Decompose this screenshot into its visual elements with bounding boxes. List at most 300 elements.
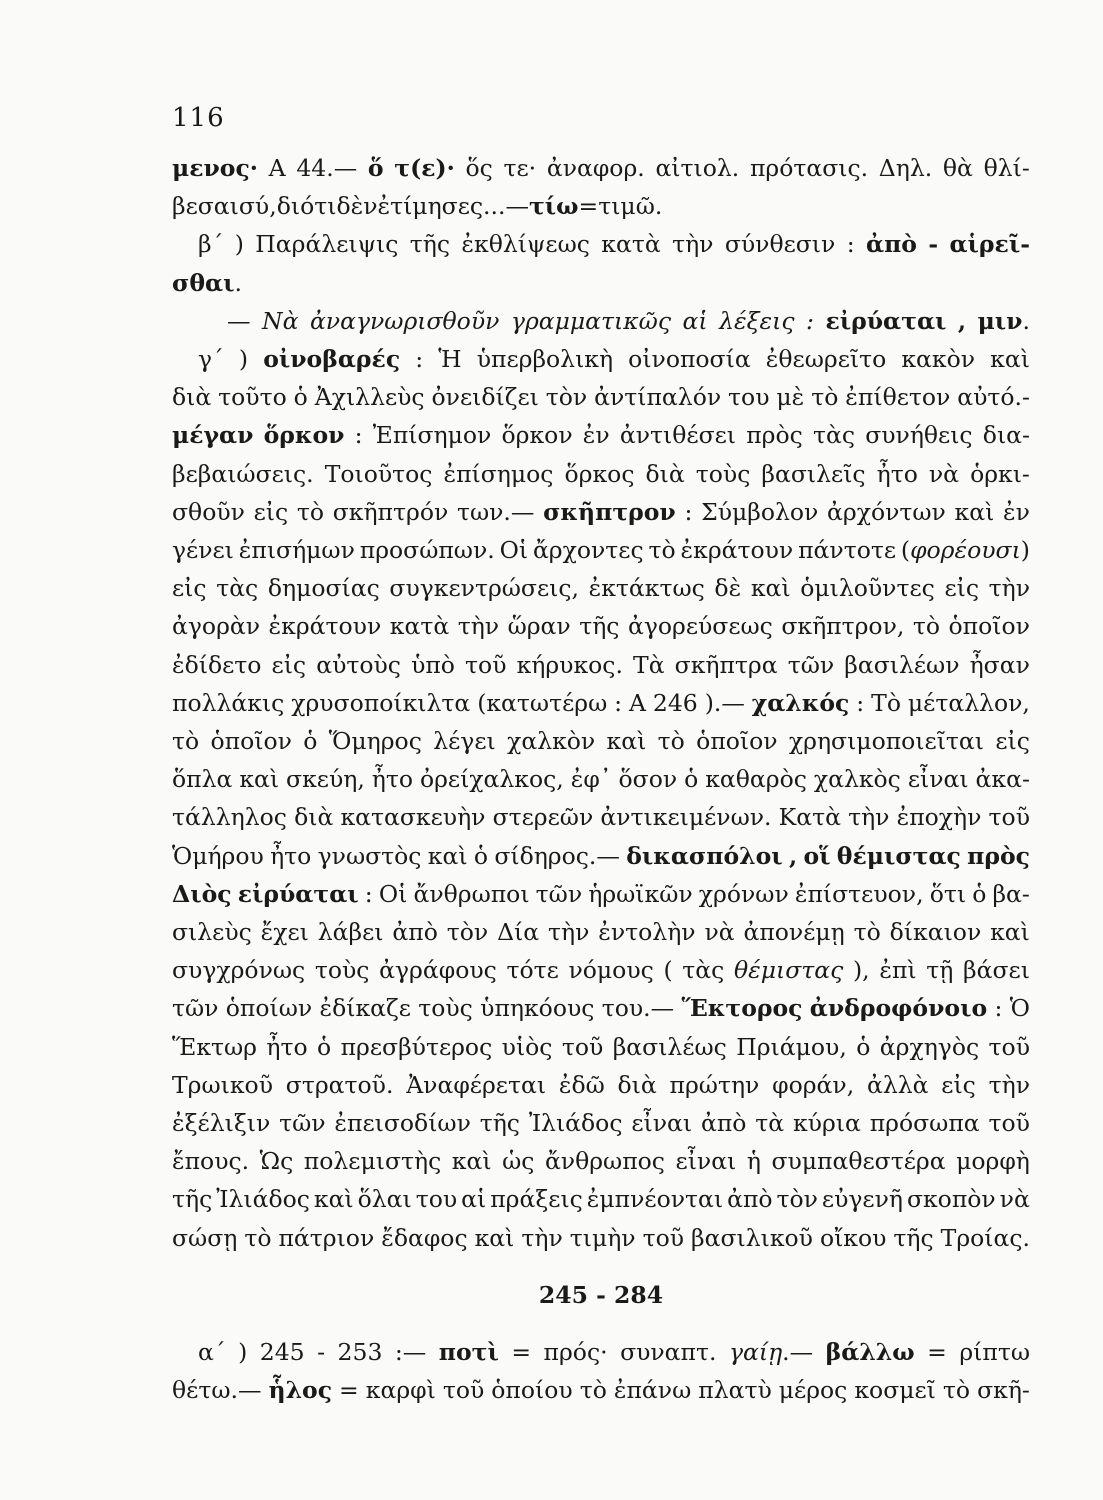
word: καὶ [750,574,791,603]
word: μιν. [977,306,1030,335]
word: ἐντολὴν [598,918,696,946]
word: τῆς [172,1185,213,1214]
word: (φορέουσι) [900,536,1030,564]
word: ἀκα- [975,765,1030,794]
word: τότε [506,956,559,985]
word: 44.— [296,154,358,182]
word: ὁποίου [491,1376,573,1405]
word: πολεμιστὴς [303,1147,442,1176]
word: ἀρχηγὸς [879,1032,980,1061]
word: ὁ [972,879,987,908]
word: ( [663,956,673,985]
word: Τρωικοῦ [172,1070,273,1099]
word: ἀγράφους [379,956,497,985]
text-line [172,1181,1030,1219]
word: τ(ε)· [394,154,455,182]
word: κύρια [792,1109,861,1137]
word: τῇ [926,956,954,985]
text-line [172,608,1030,646]
word: ) [238,1338,248,1366]
word: νόμους [568,956,654,985]
word: τὰς [682,956,725,985]
word: Τὰ [633,650,665,679]
word: βάσει [963,956,1030,985]
text-line [172,990,1030,1028]
word: νὰ [704,918,735,946]
word: πολλάκις [172,688,285,717]
word: καὶ [990,918,1030,946]
word: χαλκὸς [813,765,901,794]
word: ἐπάνω [613,1376,692,1405]
word: δημοσίας [267,574,380,603]
word: ὅ [367,154,384,182]
word: ὁ [293,383,308,412]
word: = [339,1376,359,1405]
word: τοὺς [695,459,751,488]
text-line [172,1143,1030,1181]
word: εἰς [941,1070,976,1099]
word: τοῦ [465,650,507,679]
word: : [614,688,623,717]
word: τὰς [812,421,856,450]
word: ἐπὶ [879,956,917,985]
word: εἰς [253,497,289,526]
word: χρησιμοποιεῖται [788,727,984,755]
text-line [172,761,1030,799]
word: Ὁμήρου [172,841,264,870]
word: χρυσοποίκιλτα [291,688,471,717]
word: τίω [528,192,579,221]
text-line [172,532,1030,570]
text-line [172,188,1030,226]
word: αἱρεῖ- [949,230,1030,259]
word: ἦσαν [969,650,1030,679]
word: ἧλος [268,1376,333,1405]
word: ὁποῖον [696,727,778,755]
word: νὰ [928,459,960,488]
word: ἀρχόντων [827,497,946,526]
word: τοῦ [442,1376,485,1405]
word: Ἕκτορος [681,994,803,1023]
word: τὸ [579,1376,607,1405]
word: ἀντίπαλόν [594,383,722,412]
word: εἶναι [907,765,969,794]
word: ) [238,345,249,373]
word: ὅσον [618,765,678,794]
word: μορφὴ [956,1147,1030,1176]
word: Νὰ [262,306,299,335]
word: ὡς [502,1147,535,1176]
word: ὀνειδίζει [431,383,539,412]
word: , [788,841,798,870]
word: βα- [992,879,1030,908]
word: , [957,306,967,335]
word: = [578,192,599,221]
word: τοῦ [561,1032,604,1061]
word: τοὺς [418,994,473,1023]
word: βεσαι [172,192,239,221]
word: τιμῶ. [598,192,663,221]
word: τοῦτο [218,383,287,412]
word: λέξεις [719,306,795,335]
word: οἴκου [819,1223,887,1252]
word: εἰς [944,574,979,603]
word: τὸν [776,1185,818,1214]
word: ὑπηκόους [480,994,595,1023]
word: τάλληλος [172,803,287,832]
word: Παράλειψις [255,230,399,259]
word: - [928,230,939,259]
word: τοῦ [988,1109,1030,1137]
word: προσώπων. [359,536,495,564]
word: θέμιστας [734,956,844,985]
word: Διὸς [172,879,232,908]
word: πρότασις. [749,154,869,182]
word: εἰρύαται [825,306,947,335]
word: ἀγορὰν [172,612,261,641]
word: τῆς [579,612,620,641]
text-line [172,1220,1030,1258]
word: ἐτίμησες...— [377,192,529,221]
word: : [684,497,693,526]
word: τὴν [521,1223,563,1252]
word: τοῦ [988,803,1030,832]
text-line [172,570,1030,608]
word: γένει [172,536,234,564]
text-line [172,799,1030,837]
word: τὴν [672,230,714,259]
word: ὁποίων [225,994,313,1023]
word: ἀναγνωρισθοῦν [309,306,500,335]
text-line [172,685,1030,723]
text-line [172,647,1030,685]
word: : [415,345,424,373]
word: χαλκός [751,688,850,717]
word: γνωστὸς [317,841,422,870]
word: αἱ [682,306,708,335]
word: Οἱ [378,879,408,908]
word: = [927,1338,947,1366]
word: πάτριον [278,1223,375,1252]
word: καθαρὸς [705,765,807,794]
word: ἐδῶ [558,1070,605,1099]
word: φοράν, [772,1070,855,1099]
word: χρόνων [698,879,789,908]
word: ὅπλα [172,765,233,794]
word: διὰ [172,383,212,412]
word: κατὰ [601,230,661,259]
word: διὰ [645,459,685,488]
text-line [172,341,1030,379]
word: ἐπίστευον, [794,879,924,908]
word: στρατοῦ. [285,1070,394,1099]
word: Ἰλιάδος [216,1185,310,1214]
word: υἱὸς [501,1032,553,1061]
text-line [172,1067,1030,1105]
text-line [172,303,1030,341]
word: ἀπὸ [727,1185,773,1214]
word: σκῆπτρον [543,497,676,526]
word: σιλεὺς [172,918,252,946]
word: 253 [337,1338,383,1366]
text-line [172,838,1030,876]
word: πρώτην [669,1070,760,1099]
word: Τοιοῦτος [324,459,433,488]
word: ἐκράτουν [680,536,794,564]
word: βάλλω [825,1338,915,1366]
word: : [994,994,1003,1023]
text-line [172,952,1030,990]
word: γαίῃ.— [728,1338,814,1366]
word: Ὁ [1009,994,1030,1023]
word: διὰ [294,803,334,832]
word: ἐπίθετον [845,383,951,412]
word: ἔδαφος [381,1223,468,1252]
word: βασιλέως [612,1032,727,1061]
word: σκῆπτρόν [332,497,449,526]
word: :— [394,1338,427,1366]
word: εἰς [271,650,307,679]
word: τε· [503,154,537,182]
word: θέμιστας [836,841,961,870]
word: Δηλ. [878,154,933,182]
word: διότι [276,192,337,221]
word: καὶ [606,727,647,755]
word: ἔχει [260,918,309,946]
word: ἐκθλίψεως [461,230,590,259]
word: γ΄ [198,345,224,373]
word: ἀγορεύσεως [627,612,773,641]
word: Ἀχιλλεὺς [314,383,425,412]
word: ἐδίδετο [172,650,262,679]
word: ἡρωϊκῶν [588,879,693,908]
word: τὸ [912,612,940,641]
text-line [172,379,1030,417]
word: = [511,1338,532,1366]
text-line [172,1029,1030,1067]
word: : [354,421,363,450]
text-line [172,494,1030,532]
word: εἰς [995,727,1030,755]
word: ὅτι [929,879,967,908]
word: ἐξέλιξιν [172,1109,271,1137]
word: ἐπεισοδίων [334,1109,471,1137]
word: Ὅμηρος [328,727,422,755]
word: τὸν [446,918,489,946]
word: καὶ [474,1223,515,1252]
word: λάβει [317,918,384,946]
word: ὁρκι- [970,459,1030,488]
word: ἐμπνέονται [586,1185,724,1214]
word: του [728,383,770,412]
word: ἔπους. [172,1147,250,1176]
word: καὶ [313,1185,354,1214]
word: τὸ [648,536,676,564]
word: - [317,1338,326,1366]
text-line [172,417,1030,455]
word: μὲ [776,383,805,412]
text-line [172,1372,1030,1410]
word: ὀρείχαλκος, [419,765,564,794]
word: τὴν [988,574,1030,603]
text-line [172,914,1030,952]
word: μέρος [778,1376,848,1405]
word: πρεσβύτερος [340,1032,493,1061]
word: σθαι. [172,268,242,297]
word: τῶν [279,1109,326,1137]
word: α΄ [198,1338,226,1366]
word: τῶν [787,650,835,679]
word: δίκαιον [889,918,982,946]
word: ὅρκος [564,459,635,488]
word: ἀνδροφόνοιο [809,994,988,1023]
word: πάντοτε [798,536,897,564]
word: τὰς [216,574,259,603]
word: πρὸς [967,841,1030,870]
word: τοὺς [314,956,370,985]
word: του.— [601,994,675,1023]
word: ἐπισήμων [238,536,355,564]
word: εἰρύαται [237,879,359,908]
word: ἡ [746,1147,761,1176]
word: βασιλικοῦ [691,1223,813,1252]
word: συγκεντρώσεις, [389,574,579,603]
word: σκοπὸν [906,1185,996,1214]
word: τῆς [409,230,451,259]
text-line [172,456,1030,494]
section-heading: 245 - 284 [538,1280,664,1309]
word: 246 [652,688,698,717]
word: : [364,879,373,908]
word: συμπαθεστέρα [771,1147,946,1176]
word: Ἡ [438,345,462,373]
word: γραμματικῶς [510,306,671,335]
text-line [172,1334,1030,1372]
word: Ἰλιάδος [528,1109,623,1137]
word: ὅλαι [357,1185,412,1214]
word: τὸ [172,727,200,755]
word: ἀντικειμένων. [600,803,772,832]
word: ὅρκον [263,421,345,450]
word: σκῆπτρον, [781,612,905,641]
word: τῶν [172,994,219,1023]
word: Α [629,688,646,717]
word: πλατὺ [698,1376,772,1405]
word: αὐτό.- [957,383,1030,412]
word: τῶν [535,879,583,908]
word: ἦτο [876,459,918,488]
word: ἐθεωρεῖτο [765,345,887,373]
word: σκεύη, [286,765,365,794]
word: ἐφ᾽ [570,765,612,794]
word: οἵ [803,841,831,870]
word: μέταλλον, [907,688,1030,717]
word: Κατὰ [778,803,841,832]
word: νὰ [999,1185,1030,1214]
word: ἐκτάκτως [588,574,705,603]
word: καρφὶ [365,1376,436,1405]
word: μενος· [172,154,258,182]
word: εἶναι [675,1147,737,1176]
word: χαλκὸν [507,727,596,755]
word: σύνθεσιν [724,230,836,259]
word: Τροίας. [940,1223,1030,1252]
word: τὸ [853,918,881,946]
word: Α [268,154,286,182]
word: ἄνθρωποι [413,879,530,908]
word: θέτω.— [172,1376,262,1405]
word: ἀντιθέσει [619,421,737,450]
word: ἀναφορ. [546,154,645,182]
word: στερεῶν [492,803,594,832]
word: μέγαν [172,421,254,450]
word: τὸ [657,727,685,755]
word: πρὸς [746,421,803,450]
word: ὑπὸ [411,650,455,679]
word: εἰς [172,574,207,603]
word: τῆς [479,1109,520,1137]
word: δὲν [336,192,378,221]
word: Τὸ [871,688,901,717]
word: ἦτο [266,1032,308,1061]
text-line [172,226,1030,264]
word: τοῦ [642,1223,685,1252]
word: : [856,688,865,717]
word: λέγει [433,727,496,755]
word: σθοῦν [172,497,245,526]
word: καὶ [451,1147,492,1176]
word: ἦτο [371,765,413,794]
word: ὁποῖον [948,612,1030,641]
word: ἐποχὴν [896,803,982,832]
word: : [806,306,814,335]
word: : [846,230,855,259]
word: ὁποῖον [210,727,292,755]
word: εἶναι [631,1109,693,1137]
word: συγχρόνως [172,956,306,985]
word: ), [853,956,870,985]
word: αὐτοὺς [316,650,401,679]
word: ὑπερβολικὴ [476,345,614,373]
word: Δία [497,918,540,946]
word: δια- [982,421,1030,450]
word: ).— [704,688,745,717]
word: ὁμιλοῦντες [800,574,935,603]
word: καὶ [990,345,1030,373]
word: ) [234,230,244,259]
word: ἐν [582,421,610,450]
word: καὶ [954,497,995,526]
word: πρόσωπα [869,1109,980,1137]
word: τὸ [811,383,839,412]
word: ἐπίσημος [443,459,554,488]
word: ἀπονέμῃ [743,918,845,946]
word: σώσῃ [172,1223,238,1252]
word: ὅρκον [501,421,573,450]
word: δὲ [714,574,742,603]
word: τὸ [244,1223,272,1252]
word: ἀπὸ [700,1109,747,1137]
word: βασιλέων [844,650,960,679]
word: Σύμβολον [701,497,819,526]
word: ἄνθρωπος [544,1147,665,1176]
word: ὅς [465,154,493,182]
text-line [172,1105,1030,1143]
word: αἰτιολ. [655,154,740,182]
word: βεβαιώσεις. [172,459,314,488]
word: τὸ [942,1376,971,1405]
word: ὁ [684,765,699,794]
